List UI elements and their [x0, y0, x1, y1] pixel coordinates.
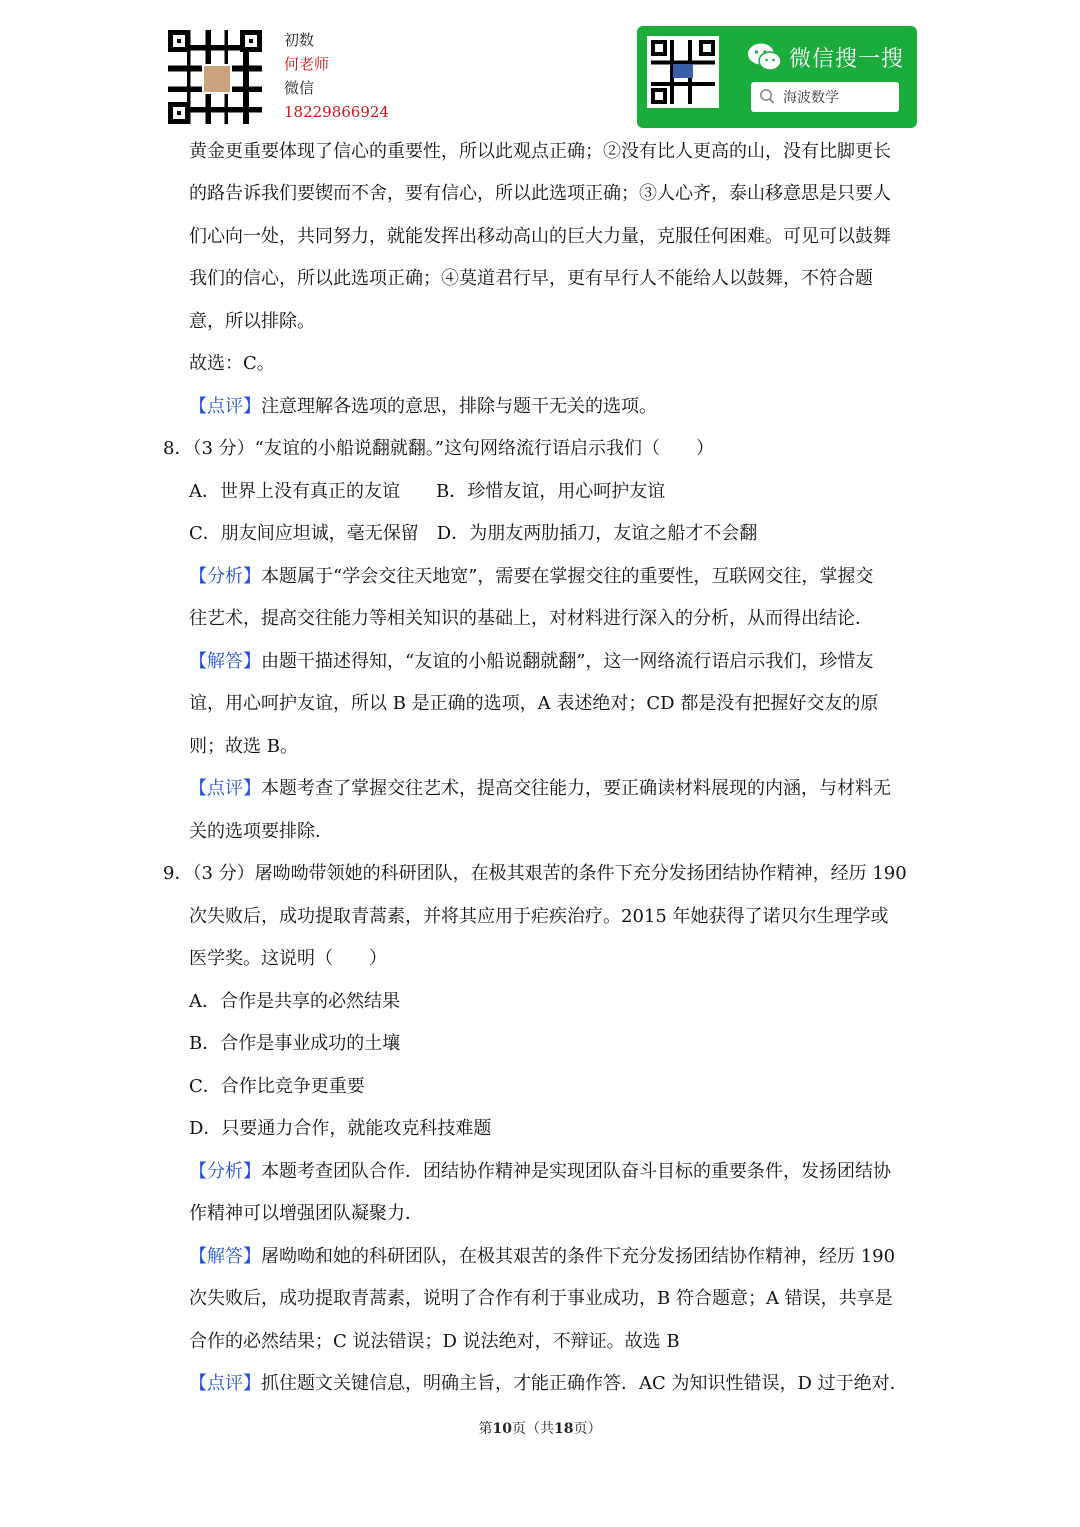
- answer-line: 【解答】由题干描述得知，“友谊的小船说翻就翻”，这一网络流行语启示我们，珍惜友: [189, 651, 874, 672]
- text-line: 的路告诉我们要锲而不舍，要有信心，所以此选项正确；③人心齐，泰山移意思是只要人: [189, 183, 891, 204]
- analysis-line: 【分析】本题考查团队合作．团结协作精神是实现团队奋斗目标的重要条件，发扬团结协: [189, 1161, 891, 1182]
- avatar: [202, 64, 232, 94]
- comment-line: 【点评】抓住题文关键信息，明确主旨，才能正确作答．AC 为知识性错误，D 过于绝对．: [189, 1373, 908, 1394]
- question-9-option-c: C．合作比竞争更重要: [189, 1076, 365, 1097]
- answer-tag: 【解答】: [189, 651, 261, 672]
- question-9-option-b: B．合作是事业成功的土壤: [189, 1033, 401, 1054]
- text-line: 往艺术，提高交往能力等相关知识的基础上，对材料进行深入的分析，从而得出结论．: [189, 608, 873, 629]
- qr-code-image: [168, 30, 262, 124]
- text-line: 则；故选 B。: [189, 736, 298, 757]
- question-8-options-ab: A．世界上没有真正的友谊 B．珍惜友谊，用心呵护友谊: [189, 481, 666, 502]
- text-line: 故选：C。: [189, 353, 275, 374]
- question-8-options-cd: C．朋友间应坦诚，毫无保留 D．为朋友两肋插刀，友谊之船才不会翻: [189, 523, 758, 544]
- text-line: 们心向一处，共同努力，就能发挥出移动高山的巨大力量，克服任何困难。可见可以鼓舞: [189, 226, 891, 247]
- question-8-stem: 8．（3 分）“友谊的小船说翻就翻。”这句网络流行语启示我们（ ）: [163, 438, 715, 459]
- wechat-search-banner[interactable]: [637, 26, 917, 128]
- analysis-line: 【分析】本题属于“学会交往天地宽”，需要在掌握交往的重要性，互联网交往，掌握交: [189, 566, 874, 587]
- text-line: 医学奖。这说明（ ）: [189, 948, 387, 969]
- search-icon: [759, 88, 775, 106]
- comment-line: 【点评】注意理解各选项的意思，排除与题干无关的选项。: [189, 396, 657, 417]
- text-line: 作精神可以增强团队凝聚力．: [189, 1203, 423, 1224]
- text-line: 我们的信心，所以此选项正确；④莫道君行早，更有早行人不能给人以鼓舞，不符合题: [189, 268, 873, 289]
- text-line: 次失败后，成功提取青蒿素，说明了合作有利于事业成功，B 符合题意；A 错误，共享是: [189, 1288, 893, 1309]
- answer-line: 【解答】屠呦呦和她的科研团队，在极其艰苦的条件下充分发扬团结协作精神，经历 190: [189, 1246, 896, 1267]
- page-number: 10: [492, 1421, 512, 1437]
- text-line: 谊，用心呵护友谊，所以 B 是正确的选项，A 表述绝对；CD 都是没有把握好交友的原: [189, 693, 879, 714]
- comment-tag: 【点评】: [189, 396, 261, 417]
- text-line: 合作的必然结果；C 说法错误；D 说法绝对，不辩证。故选 B: [189, 1331, 680, 1352]
- comment-tag: 【点评】: [189, 778, 261, 799]
- question-9-option-d: D．只要通力合作，就能攻克科技难题: [189, 1118, 492, 1139]
- page-total: 18: [554, 1421, 574, 1437]
- text-line: 意，所以排除。: [189, 311, 315, 332]
- contact-block: [284, 28, 389, 124]
- contact-phone: 18229866924: [284, 103, 389, 121]
- wechat-qr-code: [647, 36, 719, 108]
- comment-line: 【点评】本题考查了掌握交往艺术，提高交往能力，要正确读材料展现的内涵，与材料无: [189, 778, 891, 799]
- wechat-search-title: 微信搜一搜: [789, 47, 905, 72]
- analysis-tag: 【分析】: [189, 1161, 261, 1182]
- wechat-logo-icon: [747, 42, 783, 72]
- wechat-search-box[interactable]: [751, 82, 899, 112]
- question-9-option-a: A．合作是共享的必然结果: [189, 991, 400, 1012]
- text-line: 黄金更重要体现了信心的重要性，所以此观点正确；②没有比人更高的山，没有比脚更长: [189, 141, 891, 162]
- text-line: 次失败后，成功提取青蒿素，并将其应用于疟疾治疗。2015 年她获得了诺贝尔生理学或: [189, 906, 889, 927]
- contact-teacher: 何老师: [284, 55, 330, 73]
- analysis-tag: 【分析】: [189, 566, 261, 587]
- contact-subject: 初数: [284, 31, 315, 49]
- wechat-search-query: 海波数学: [783, 90, 839, 106]
- question-9-stem: 9．（3 分）屠呦呦带领她的科研团队，在极其艰苦的条件下充分发扬团结协作精神，经历 190: [163, 863, 907, 884]
- contact-wechat-label: 微信: [284, 79, 315, 97]
- text-line: 关的选项要排除．: [189, 821, 333, 842]
- comment-tag: 【点评】: [189, 1373, 261, 1394]
- page-footer: 第10页（共18页）: [478, 1421, 602, 1437]
- answer-tag: 【解答】: [189, 1246, 261, 1267]
